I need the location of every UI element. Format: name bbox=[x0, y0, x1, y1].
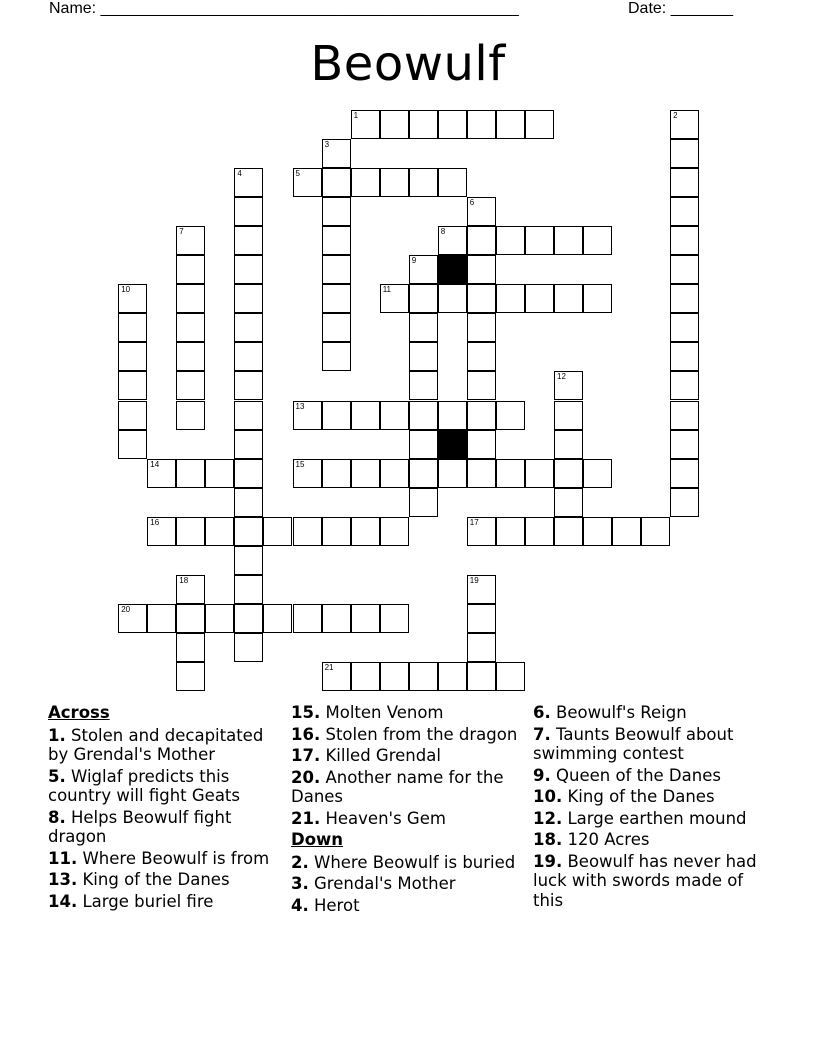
clue-item-number: 13. bbox=[48, 870, 78, 889]
clue-number: 5 bbox=[295, 169, 300, 179]
clue-item-text: 120 Acres bbox=[567, 830, 650, 849]
clue-number: 9 bbox=[411, 256, 417, 266]
clue-item bbox=[533, 809, 768, 829]
date-field-label[interactable]: Date: _______ bbox=[628, 0, 733, 17]
clue-item-number: 20. bbox=[291, 767, 321, 787]
clue-item-text: Wiglaf predicts this country will fight Geats bbox=[48, 766, 240, 805]
clue-item bbox=[48, 870, 283, 890]
clue-number: 15 bbox=[295, 459, 305, 469]
clue-number: 12 bbox=[557, 372, 566, 382]
clue-item-text: Grendal's Mother bbox=[314, 874, 456, 893]
clue-item-number: 6. bbox=[533, 703, 551, 722]
clue-item-number: 10. bbox=[533, 787, 563, 806]
clue-item-number: 21. bbox=[291, 808, 321, 828]
clue-item-number: 16. bbox=[291, 724, 321, 744]
clue-item-number: 9. bbox=[533, 765, 551, 785]
clue-item-number: 5. bbox=[48, 766, 66, 786]
clue-number: 18 bbox=[179, 575, 189, 585]
clue-item bbox=[291, 853, 526, 873]
clue-column-1 bbox=[48, 703, 283, 913]
clue-item-number: 2. bbox=[291, 852, 309, 872]
clue-item bbox=[533, 725, 768, 764]
clue-item bbox=[48, 808, 283, 847]
clue-item bbox=[291, 768, 526, 807]
clue-item-number: 3. bbox=[291, 874, 309, 893]
down-heading: Down bbox=[291, 830, 344, 849]
clue-number: 19 bbox=[469, 575, 479, 585]
clue-item bbox=[48, 767, 283, 806]
clue-item bbox=[291, 874, 526, 894]
clue-item-number: 1. bbox=[48, 725, 66, 745]
clue-item-text: Killed Grendal bbox=[325, 746, 441, 765]
clue-item-number: 7. bbox=[533, 724, 551, 744]
clue-item bbox=[48, 892, 283, 912]
clue-item-number: 12. bbox=[533, 808, 563, 828]
clue-item bbox=[533, 787, 768, 807]
clue-item bbox=[533, 703, 768, 723]
clue-item-text: Beowulf's Reign bbox=[556, 703, 687, 722]
clue-item-number: 8. bbox=[48, 807, 66, 827]
clue-item-text: Beowulf has never had luck with swords made of this bbox=[533, 851, 757, 910]
clue-item-number: 11. bbox=[48, 848, 78, 868]
clue-item-text: Large earthen mound bbox=[567, 808, 747, 828]
clue-number: 16 bbox=[150, 517, 160, 527]
clue-item bbox=[291, 896, 526, 916]
puzzle-title: Beowulf bbox=[310, 36, 506, 92]
clue-number: 8 bbox=[440, 227, 446, 237]
across-heading: Across bbox=[48, 703, 110, 722]
clue-item-text: Stolen and decapitated by Grendal's Mother bbox=[48, 725, 264, 764]
clue-item bbox=[533, 766, 768, 786]
clue-item bbox=[291, 746, 526, 766]
clue-item-text: Another name for the Danes bbox=[291, 767, 504, 806]
clue-number: 10 bbox=[121, 285, 131, 295]
clue-item-text: King of the Danes bbox=[567, 787, 715, 806]
clue-number: 13 bbox=[295, 401, 305, 411]
clue-number: 7 bbox=[179, 227, 184, 237]
clue-item-text: Helps Beowulf fight dragon bbox=[48, 807, 232, 846]
clue-number: 21 bbox=[324, 663, 334, 672]
clue-item bbox=[533, 852, 768, 911]
clue-column-2 bbox=[291, 703, 526, 917]
clue-number: 11 bbox=[382, 285, 391, 295]
clue-number: 4 bbox=[237, 169, 242, 179]
clue-number: 3 bbox=[324, 140, 330, 150]
clue-column-3 bbox=[533, 703, 768, 912]
clue-item-text: King of the Danes bbox=[82, 870, 230, 889]
clue-item-text: Queen of the Danes bbox=[556, 765, 721, 785]
clue-item-text: Molten Venom bbox=[325, 703, 444, 722]
clue-item-text: Large buriel fire bbox=[82, 891, 214, 911]
clue-item-text: Heaven's Gem bbox=[325, 808, 446, 828]
clue-item-number: 4. bbox=[291, 895, 309, 915]
clue-number: 2 bbox=[673, 111, 678, 120]
clue-item-number: 15. bbox=[291, 703, 321, 722]
clue-item-text: Where Beowulf is buried bbox=[314, 852, 516, 872]
clue-item bbox=[48, 726, 283, 765]
clue-item-text: Where Beowulf is from bbox=[82, 848, 270, 868]
clue-item bbox=[48, 849, 283, 869]
clue-item bbox=[291, 809, 526, 829]
clue-item bbox=[291, 703, 526, 723]
clue-item-number: 17. bbox=[291, 746, 321, 765]
clue-item bbox=[291, 725, 526, 745]
clue-number: 20 bbox=[121, 604, 131, 614]
clue-number: 17 bbox=[469, 517, 479, 527]
clue-item-number: 19. bbox=[533, 851, 563, 871]
clue-number: 1 bbox=[353, 111, 359, 120]
clue-item-number: 18. bbox=[533, 830, 563, 849]
clue-item-text: Herot bbox=[314, 895, 360, 915]
clue-item-text: Taunts Beowulf about swimming contest bbox=[533, 724, 734, 763]
clue-number: 6 bbox=[469, 198, 475, 208]
clue-number: 14 bbox=[150, 459, 160, 469]
name-field-label[interactable]: Name: _______________________________________________ bbox=[49, 0, 519, 17]
clue-item-number: 14. bbox=[48, 891, 78, 911]
clue-item-text: Stolen from the dragon bbox=[325, 724, 518, 744]
clue-item bbox=[533, 830, 768, 850]
